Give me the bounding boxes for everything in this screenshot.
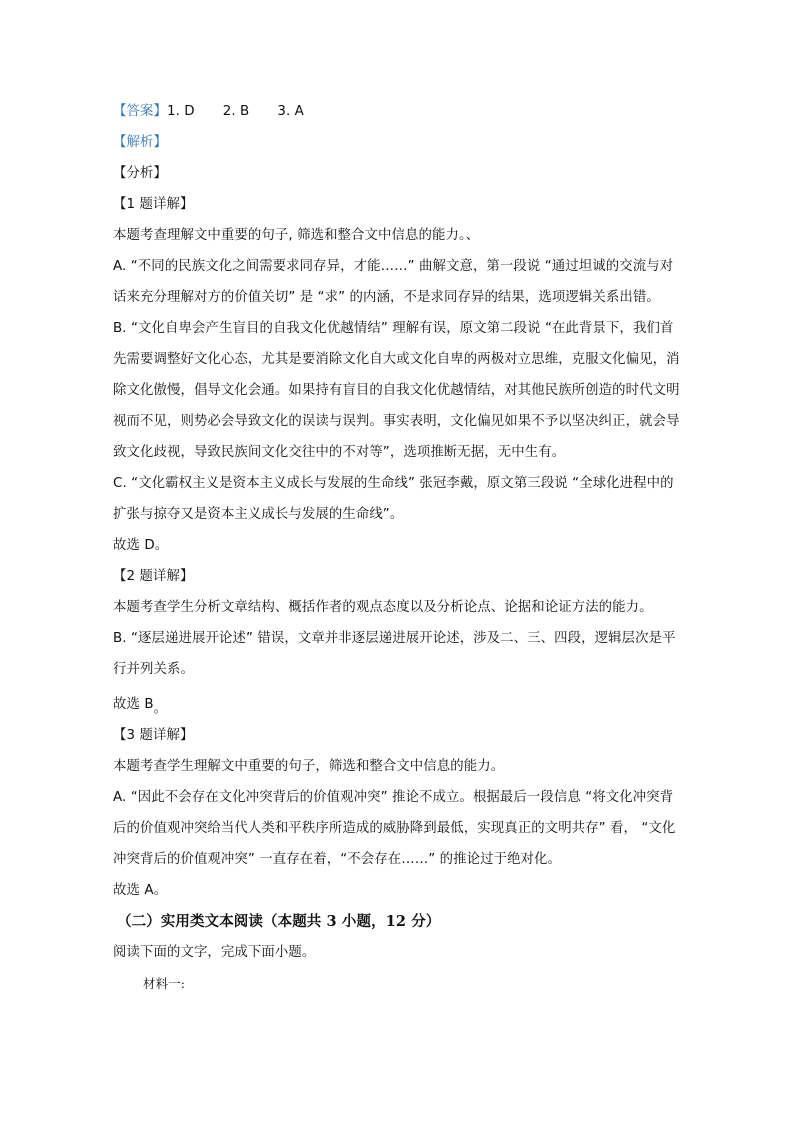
- q1-line: 本题考查理解文中重要的句子, 筛选和整合文中信息的能力。、: [113, 228, 480, 243]
- section-title: （二）实用类文本阅读（本题共 3 小题，12 分）: [117, 913, 441, 930]
- q1-line: A. “不同的民族文化之间需要求同存异，才能……” 曲解文意，第一段说 “通过坦诚的交流与对: [113, 259, 674, 274]
- q1-header: 【1 题详解】: [113, 197, 194, 212]
- q2-line: 行并列关系。: [113, 662, 194, 677]
- q2-line: B. “逐层递进展开论述” 错误，文章并非逐层递进展开论述，涉及二、三、四段，逻辑层次是平: [113, 631, 676, 646]
- q3-line: 本题考查学生理解文中重要的句子，筛选和整合文中信息的能力。: [113, 759, 505, 774]
- q1-line: 先需要调整好文化心态，尤其是要消除文化自大或文化自卑的两极对立思维，克服文化偏见，消: [113, 352, 680, 367]
- q2-conclusion: [113, 689, 701, 720]
- material-label: 材料一:: [143, 976, 186, 991]
- q3-line: 冲突背后的价值观冲突” 一直存在着，“不会存在……” 的推论过于绝对化。: [113, 852, 562, 867]
- answer-line: [113, 96, 701, 127]
- q2-header: 【2 题详解】: [113, 569, 194, 584]
- q2-line: 本题考查学生分析文章结构、概括作者的观点态度以及分析论点、论据和论证方法的能力。: [113, 600, 653, 615]
- fenxi-tag: 【分析】: [113, 166, 167, 181]
- answer-3: 3. A: [277, 104, 304, 119]
- q1-line: C. “文化霸权主义是资本主义成长与发展的生命线” 张冠李戴，原文第三段说 “全球化进程中的: [113, 476, 674, 491]
- answer-tag: 【答案】: [113, 104, 167, 119]
- q1-conclusion: 故选 D。: [113, 538, 169, 553]
- document-body: [113, 96, 701, 999]
- q2-conclusion-text: 故选 B: [113, 697, 154, 712]
- q1-line: 致文化歧视，导致民族间文化交往中的不对等”，选项推断无据，无中生有。: [113, 445, 566, 460]
- q1-line: 除文化傲慢，倡导文化会通。如果持有盲目的自我文化优越情结，对其他民族所创造的时代文明: [113, 383, 680, 398]
- q1-line: 视而不见，则势必会导致文化的误读与误判。事实表明，文化偏见如果不予以坚决纠正，就会导: [113, 414, 680, 429]
- answer-2: 2. B: [222, 104, 250, 119]
- reading-instruction: 阅读下面的文字，完成下面小题。: [113, 945, 316, 960]
- answer-1: 1. D: [166, 104, 195, 119]
- q1-line: B. “文化自卑会产生盲目的自我文化优越情结” 理解有误，原文第二段说 “在此背景下，我们首: [113, 321, 674, 336]
- q3-line: A. “因此不会存在文化冲突背后的价值观冲突” 推论不成立。根据最后一段信息 “将文化冲突背: [113, 790, 674, 805]
- q2-conclusion-mark: 。: [153, 701, 167, 716]
- q3-line: 后的价值观冲突给当代人类和平秩序所造成的威胁降到最低，实现真正的文明共存” 看， “文化: [113, 821, 676, 836]
- q3-conclusion: 故选 A。: [113, 883, 168, 898]
- q1-line: 话来充分理解对方的价值关切” 是 “求” 的内涵，不是求同存异的结果，选项逻辑关系出错。: [113, 290, 660, 305]
- analysis-tag: 【解析】: [113, 135, 167, 150]
- q3-header: 【3 题详解】: [113, 728, 194, 743]
- q1-line: 扩张与掠夺又是资本主义成长与发展的生命线”。: [113, 507, 404, 522]
